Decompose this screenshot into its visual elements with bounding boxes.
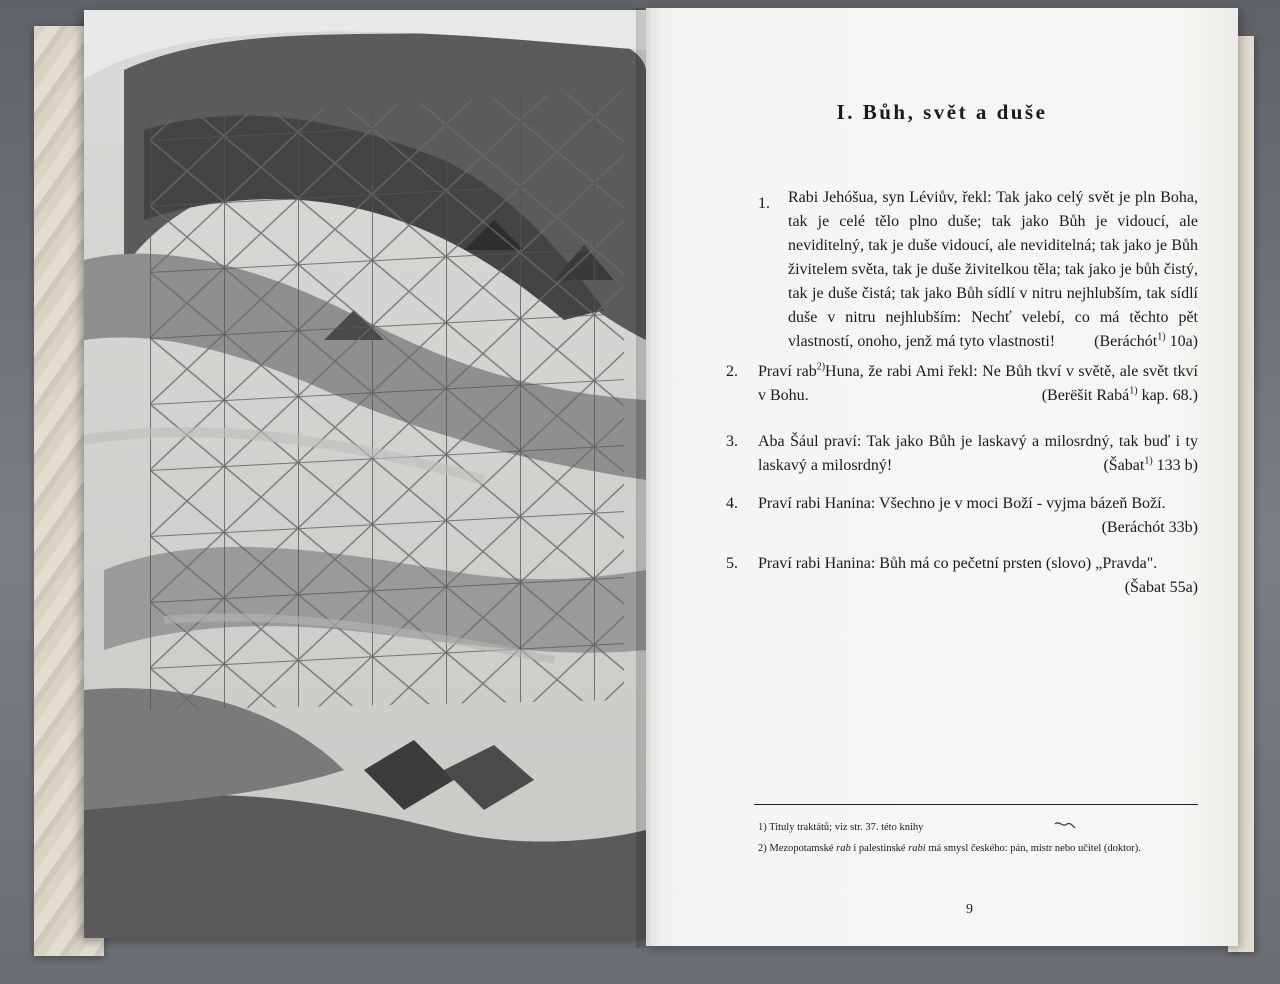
chapter-title: I. Bůh, svět a duše (836, 100, 1048, 124)
footnote-marker: 1) (1144, 455, 1153, 467)
reference-title: (Berëšit Rabá (1041, 387, 1130, 404)
footnote-1: 1) Tituly traktátů; viz str. 37. této knihy (758, 822, 924, 833)
paragraph-1 (758, 186, 1198, 354)
reference-location: 133 b) (1152, 457, 1198, 474)
paragraph-5 (726, 552, 1198, 600)
paragraph-3 (726, 430, 1198, 478)
footnote-marker: 2) (816, 361, 826, 373)
left-page-illustration (84, 10, 646, 938)
paragraph-text: Aba Šául praví: Tak jako Bůh je laskavý a milosrdný, tak buď i ty laskavý a milosrdný! (758, 433, 1198, 474)
lattice-illustration (84, 10, 646, 938)
paragraph-text: Praví rabi Hanina: Bůh má co pečetní prsten (slovo) „Pravda". (758, 555, 1158, 572)
reference-location: 10a) (1165, 333, 1198, 350)
right-page-text (646, 8, 1238, 946)
paragraph-reference: (Šabat 55a) (1124, 579, 1198, 596)
paragraph-number: 4. (726, 495, 738, 512)
footnote-marker: 1) (1157, 331, 1166, 343)
paragraph-text: Praví rabi Hanina: Všechno je v moci Boží - vyjma bázeň Boží. (758, 495, 1166, 512)
footnote-text: i palestinské (850, 843, 909, 854)
reference-title: (Šabat (1103, 457, 1145, 474)
footnote-term: rabi (908, 843, 926, 854)
paragraph-number: 2. (726, 363, 738, 380)
reference-location: kap. 68.) (1137, 387, 1198, 404)
paragraph-number: 1. (758, 195, 770, 212)
footnote-2 (758, 842, 1218, 856)
paragraph-number: 3. (726, 433, 738, 450)
paragraph-text: Rabi Jehóšua, syn Léviův, řekl: Tak jako celý svět je pln Boha, tak je celé tělo plno duše; tak jako Bůh je vidoucí, ale neviditelný, tak je duše vidoucí, ale neviditelná; tak jako je Bůh živitelem světa, tak je duše živitelkou těla; tak jako je bůh čistý, tak je duše čistá; tak jako Bůh sídlí v nitru nejhlubším, tak sídlí duše v nitru nejhlubším: Nechť velebí, co má těchto pět vlastností, onoho, jenž má tyto vlastnosti! (788, 189, 1198, 350)
reference-title: (Beráchót (1094, 333, 1158, 350)
paragraph-2 (726, 360, 1198, 408)
footnote-text: 2) Mezopotamské (758, 843, 837, 854)
paragraph-text-rest: Huna, že rabi Ami řekl: Ne Bůh tkví v světě, ale svět tkví v Bohu. (758, 363, 1198, 404)
paragraph-reference (1103, 454, 1198, 478)
paragraph-reference (1094, 330, 1198, 354)
footnote-marker: 1) (1129, 385, 1138, 397)
page-number: 9 (966, 902, 973, 917)
paragraph-reference (1042, 384, 1198, 408)
paragraph-4 (726, 492, 1198, 540)
footnote-divider (754, 804, 1198, 805)
footnote-term: rab (836, 843, 851, 854)
footnote-text: má smysl českého: pán, mistr nebo učitel (doktor). (925, 843, 1141, 854)
paragraph-reference: (Beráchót 33b) (1101, 519, 1198, 536)
paragraph-number: 5. (726, 555, 738, 572)
paragraph-text-start: Praví rab (758, 363, 817, 380)
